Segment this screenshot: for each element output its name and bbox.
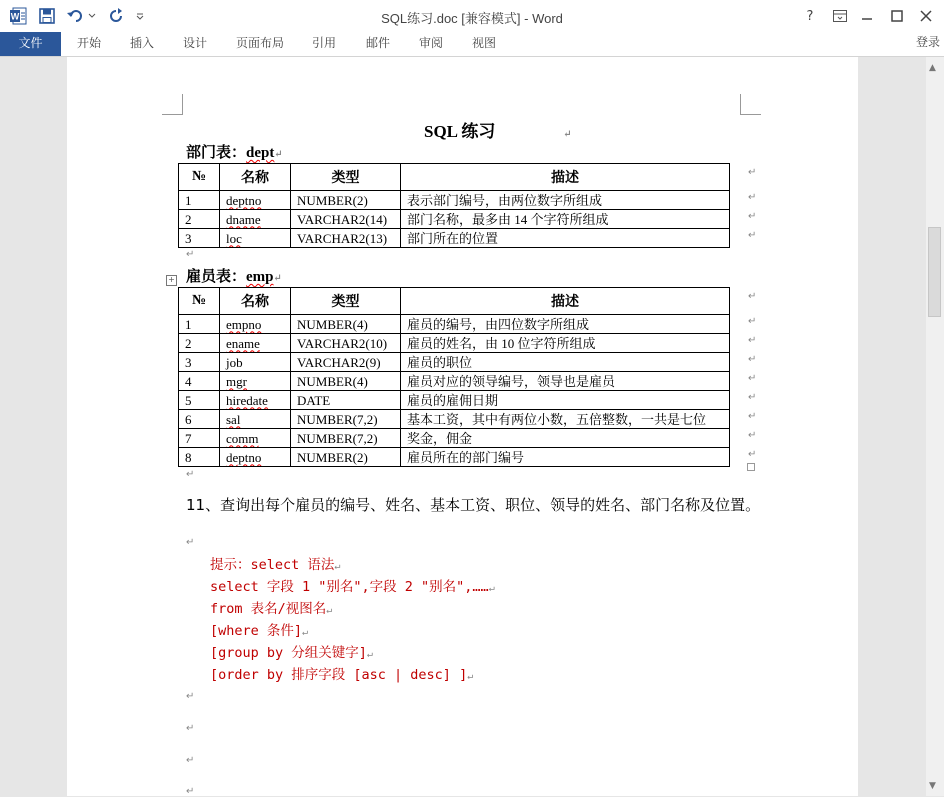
cell-no: 3 xyxy=(179,353,220,372)
cell-name: mgr xyxy=(220,372,291,391)
cell-no: 1 xyxy=(179,315,220,334)
cell-no: 5 xyxy=(179,391,220,410)
cell-type: NUMBER(4) xyxy=(291,315,401,334)
cell-name: hiredate xyxy=(220,391,291,410)
hint-line: [order by 排序字段 [asc | desc] ]↵ xyxy=(210,667,474,683)
tab-mailings[interactable]: 邮件 xyxy=(366,36,391,50)
title-bar xyxy=(0,0,944,32)
cell-no: 7 xyxy=(179,429,220,448)
close-button[interactable] xyxy=(914,6,938,26)
dept-table xyxy=(178,163,730,248)
cell-name: deptno xyxy=(220,191,291,210)
table-row xyxy=(179,410,730,429)
hint-line: from 表名/视图名↵ xyxy=(210,601,333,617)
cell-type: VARCHAR2(9) xyxy=(291,353,401,372)
hint-line: select 字段 1 "别名",字段 2 "别名",……↵ xyxy=(210,579,495,595)
cell-type: NUMBER(2) xyxy=(291,191,401,210)
tab-review[interactable]: 审阅 xyxy=(419,36,444,50)
scrollbar-thumb[interactable] xyxy=(928,227,941,317)
cell-desc: 表示部门编号，由两位数字所组成 xyxy=(401,191,730,210)
hint-line: [where 条件]↵ xyxy=(210,623,309,639)
cell-desc: 雇员所在的部门编号 xyxy=(401,448,730,467)
cell-type: VARCHAR2(14) xyxy=(291,210,401,229)
maximize-icon xyxy=(891,10,903,22)
col-header-desc: 描述 xyxy=(401,164,730,191)
help-icon: ? xyxy=(806,8,814,24)
document-page[interactable]: SQL 练习 ↵ 部门表：dept↵ № 名称 类型 描述 1 deptno NUMBER(2) 表示部门编号，由两位数字所组成 2 dname VARCHAR2(14) 部门名称，最多由 14 个字符所组成 3 loc VARCHAR2(13) 部门所在的位置 ↵ ↵ ↵ ↵ ↵ + 雇员表：emp↵ № 名称 类型 描述 1 empno NUMBER(4) 雇员的编号，由四位数字所组成 2 ename VARCHAR2(10) 雇员的姓名，由 10 位字符所组成 3 job VARCHAR2(9) 雇员的职位 4 mgr NUMBER(4) 雇员对应的领导编号，领导也是雇员 5 hiredate DATE 雇员的雇佣日期 6 sal NUMBER(7,2) 基本工资，其中有两位小数，五倍整数，一共是七位 7 comm NUMBER(7,2) 奖金，佣金 8 deptno NUMBER(2) 雇员所在的部门编号 ↵ ↵ ↵ ↵ ↵ ↵ ↵ ↵ ↵ ↵ 11、查询出每个雇员的编号、姓名、基本工资、职位、领导的姓名、部门名称及位置。 ↵ 提示：select 语法↵ select 字段 1 "别名",字段 2 "别名",……↵ from 表名/视图名↵ [where 条件]↵ [group by 分组关键字]↵ [order by 排序字段 [asc | desc] ]↵ ↵ ↵ ↵ ↵ xyxy=(67,57,858,796)
maximize-button[interactable] xyxy=(885,6,909,26)
emp-table xyxy=(178,287,730,467)
hint-block xyxy=(210,555,495,687)
cell-type: NUMBER(7,2) xyxy=(291,429,401,448)
emp-heading: 雇员表：emp↵ xyxy=(186,269,282,285)
close-icon xyxy=(920,10,932,22)
cell-type: NUMBER(2) xyxy=(291,448,401,467)
scroll-down-icon[interactable]: ▼ xyxy=(929,781,936,791)
cell-desc: 奖金，佣金 xyxy=(401,429,730,448)
col-header-no: № xyxy=(179,288,220,315)
table-row xyxy=(179,315,730,334)
table-move-handle-icon[interactable]: + xyxy=(166,275,177,286)
minimize-icon xyxy=(861,10,873,22)
margin-corner-right xyxy=(740,94,761,115)
document-title: SQL 练习 ↵ xyxy=(424,122,572,141)
tab-view[interactable]: 视图 xyxy=(472,36,497,50)
table-row xyxy=(179,353,730,372)
cell-type: VARCHAR2(10) xyxy=(291,334,401,353)
table-row xyxy=(179,429,730,448)
cell-type: NUMBER(4) xyxy=(291,372,401,391)
cell-name: deptno xyxy=(220,448,291,467)
cell-type: VARCHAR2(13) xyxy=(291,229,401,248)
tab-file[interactable]: 文件 xyxy=(0,32,61,56)
ribbon-tabs xyxy=(0,32,944,57)
col-header-type: 类型 xyxy=(291,164,401,191)
cell-name: loc xyxy=(220,229,291,248)
cell-desc: 部门名称，最多由 14 个字符所组成 xyxy=(401,210,730,229)
tab-insert[interactable]: 插入 xyxy=(130,36,155,50)
svg-text:W: W xyxy=(10,11,20,22)
cell-desc: 雇员对应的领导编号，领导也是雇员 xyxy=(401,372,730,391)
document-area xyxy=(0,57,926,796)
hint-line: 提示：select 语法↵ xyxy=(210,557,341,573)
cell-no: 2 xyxy=(179,334,220,353)
cell-name: empno xyxy=(220,315,291,334)
cell-no: 6 xyxy=(179,410,220,429)
tab-page-layout[interactable]: 页面布局 xyxy=(236,36,285,50)
scroll-up-icon[interactable]: ▲ xyxy=(929,63,936,73)
question-paragraph: 11、查询出每个雇员的编号、姓名、基本工资、职位、领导的姓名、部门名称及位置。 ↵ xyxy=(186,496,761,548)
col-header-desc: 描述 xyxy=(401,288,730,315)
cell-no: 4 xyxy=(179,372,220,391)
table-resize-handle-icon[interactable] xyxy=(747,463,755,471)
cell-desc: 雇员的雇佣日期 xyxy=(401,391,730,410)
cell-desc: 部门所在的位置 xyxy=(401,229,730,248)
col-header-no: № xyxy=(179,164,220,191)
col-header-name: 名称 xyxy=(220,164,291,191)
cell-type: DATE xyxy=(291,391,401,410)
tab-home[interactable]: 开始 xyxy=(77,36,102,50)
col-header-name: 名称 xyxy=(220,288,291,315)
ribbon-display-icon xyxy=(833,10,847,22)
table-row xyxy=(179,391,730,410)
table-row xyxy=(179,229,730,248)
hint-line: [group by 分组关键字]↵ xyxy=(210,645,373,661)
tab-references[interactable]: 引用 xyxy=(312,36,337,50)
ribbon-display-button[interactable] xyxy=(828,6,852,26)
cell-name: sal xyxy=(220,410,291,429)
tab-design[interactable]: 设计 xyxy=(183,36,208,50)
cell-no: 1 xyxy=(179,191,220,210)
table-header-row xyxy=(179,164,730,191)
cell-type: NUMBER(7,2) xyxy=(291,410,401,429)
cell-desc: 雇员的编号，由四位数字所组成 xyxy=(401,315,730,334)
vertical-scrollbar[interactable] xyxy=(926,57,944,796)
sign-in-link[interactable]: 登录 xyxy=(915,35,940,49)
cell-name: comm xyxy=(220,429,291,448)
minimize-button[interactable] xyxy=(855,6,879,26)
cell-no: 2 xyxy=(179,210,220,229)
table-row xyxy=(179,191,730,210)
table-row xyxy=(179,210,730,229)
cell-desc: 雇员的职位 xyxy=(401,353,730,372)
table-header-row xyxy=(179,288,730,315)
col-header-type: 类型 xyxy=(291,288,401,315)
help-button[interactable] xyxy=(798,6,822,26)
cell-name: ename xyxy=(220,334,291,353)
table-row xyxy=(179,448,730,467)
margin-corner-left xyxy=(162,94,183,115)
table-row xyxy=(179,372,730,391)
cell-desc: 雇员的姓名，由 10 位字符所组成 xyxy=(401,334,730,353)
cell-name: job xyxy=(220,353,291,372)
table-row xyxy=(179,334,730,353)
cell-no: 3 xyxy=(179,229,220,248)
cell-desc: 基本工资，其中有两位小数，五倍整数，一共是七位 xyxy=(401,410,730,429)
cell-no: 8 xyxy=(179,448,220,467)
cell-name: dname xyxy=(220,210,291,229)
dept-heading: 部门表：dept↵ xyxy=(186,145,283,161)
window-title: SQL练习.doc [兼容模式] - Word xyxy=(381,11,563,26)
